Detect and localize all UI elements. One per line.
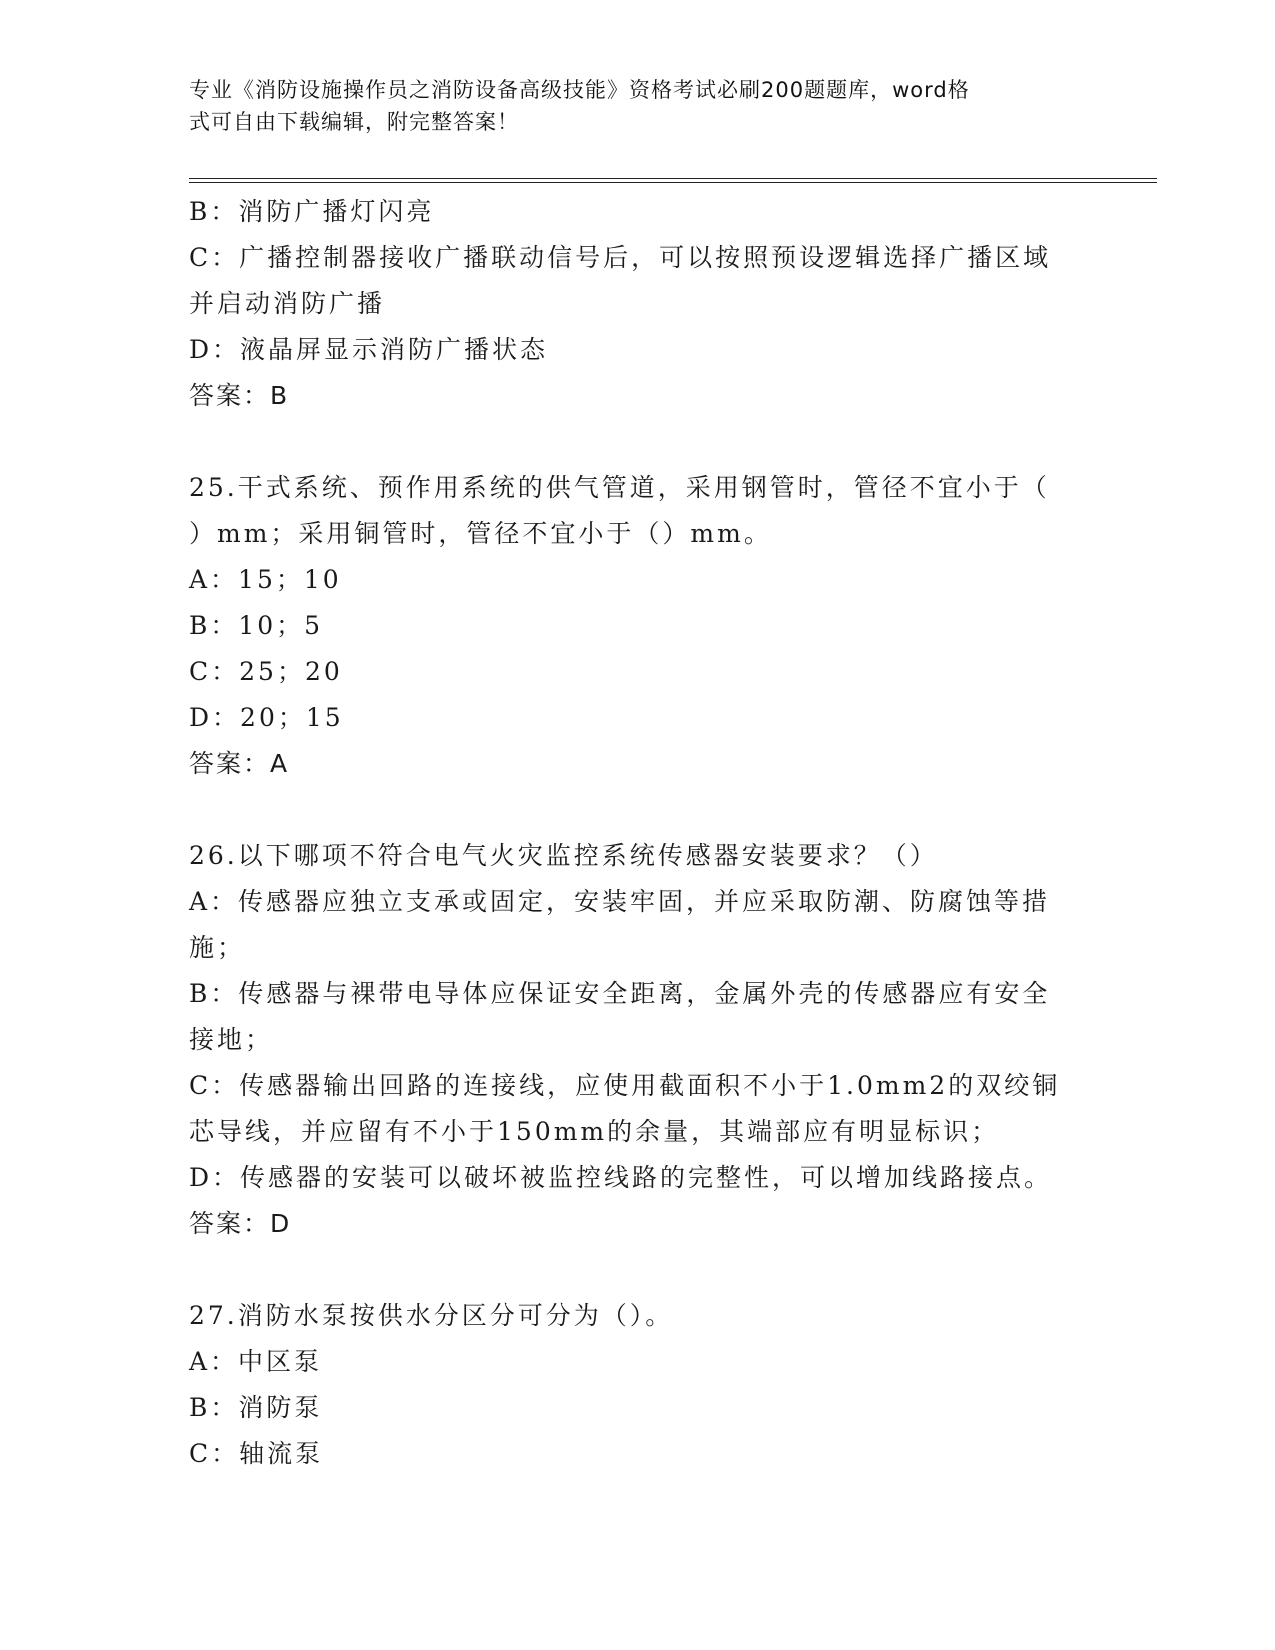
question-26 (189, 833, 1089, 1247)
header-divider-top (189, 178, 1157, 179)
spacer (189, 1247, 1089, 1293)
option-c-line-1: C：广播控制器接收广播联动信号后，可以按照预设逻辑选择广播区域 (189, 243, 1052, 272)
option-c: C：轴流泵 (189, 1439, 324, 1468)
header-line-2: 式可自由下载编辑，附完整答案！ (189, 110, 519, 134)
header-divider-bottom (189, 182, 1157, 183)
option-a: A：中区泵 (189, 1347, 323, 1376)
question-25 (189, 465, 1089, 787)
answer: 答案：A (189, 749, 290, 778)
option-d: D：传感器的安装可以破坏被监控线路的完整性，可以增加线路接点。 (189, 1163, 1053, 1192)
option-a: A：15；10 (189, 565, 342, 594)
question-27 (189, 1293, 1089, 1477)
question-stem-line-2: ）mm；采用铜管时，管径不宜小于（）mm。 (189, 519, 772, 548)
answer: 答案：D (189, 1209, 292, 1238)
question-content (189, 189, 1089, 1477)
option-c-line-1: C：传感器输出回路的连接线，应使用截面积不小于1.0mm2的双绞铜 (189, 1071, 1061, 1100)
option-b: B：10；5 (189, 611, 324, 640)
option-d: D：液晶屏显示消防广播状态 (189, 335, 549, 364)
option-b: B：消防泵 (189, 1393, 323, 1422)
document-header (189, 74, 1069, 138)
spacer (189, 419, 1089, 465)
option-d: D：20；15 (189, 703, 344, 732)
option-a-line-1: A：传感器应独立支承或固定，安装牢固，并应采取防潮、防腐蚀等措 (189, 887, 1051, 916)
header-line-1: 专业《消防设施操作员之消防设备高级技能》资格考试必刷200题题库，word格 (189, 78, 970, 102)
option-c-line-2: 芯导线，并应留有不小于150mm的余量，其端部应有明显标识； (189, 1117, 1000, 1146)
option-b-line-2: 接地； (189, 1025, 274, 1054)
question-stem-line-1: 25.干式系统、预作用系统的供气管道，采用钢管时，管径不宜小于（ (189, 473, 1050, 502)
option-a-line-2: 施； (189, 933, 246, 962)
question-stem: 26.以下哪项不符合电气火灾监控系统传感器安装要求？（） (189, 841, 938, 870)
option-c: C：25；20 (189, 657, 343, 686)
spacer (189, 787, 1089, 833)
answer: 答案：B (189, 381, 290, 410)
option-b-line-1: B：传感器与裸带电导体应保证安全距离，金属外壳的传感器应有安全 (189, 979, 1051, 1008)
option-b: B：消防广播灯闪亮 (189, 197, 435, 226)
question-stem: 27.消防水泵按供水分区分可分为（）。 (189, 1301, 674, 1330)
question-24-tail (189, 189, 1089, 419)
option-c-line-2: 并启动消防广播 (189, 289, 386, 318)
